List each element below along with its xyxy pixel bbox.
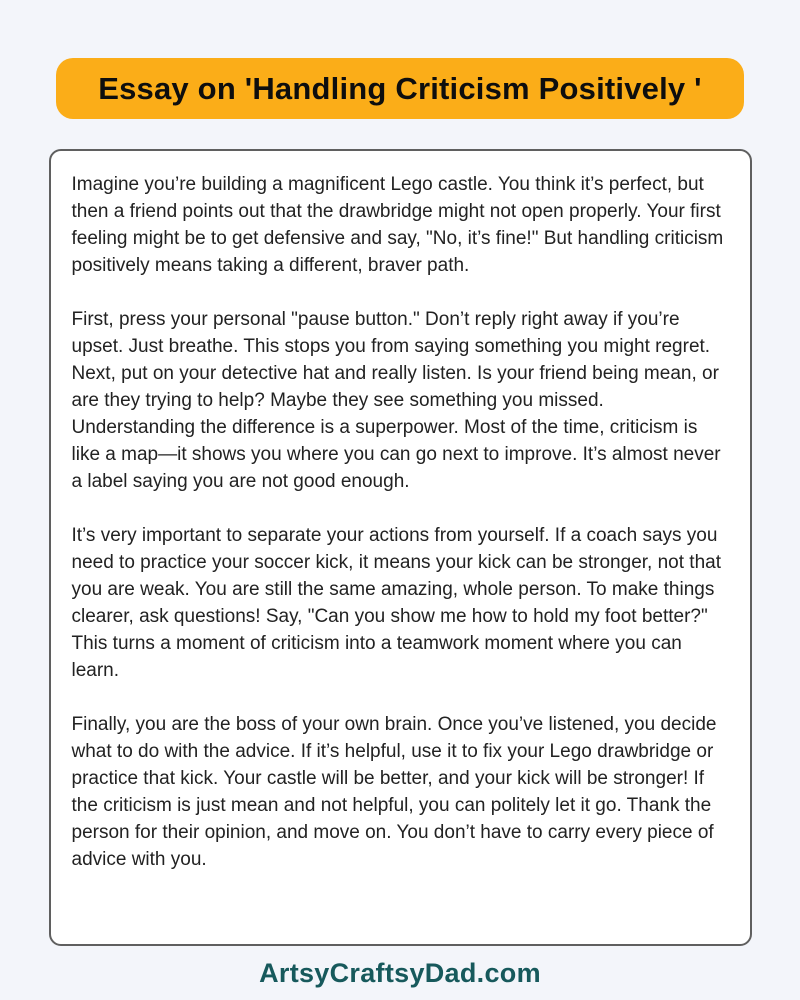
essay-paragraph: First, press your personal "pause button." Don’t reply right away if you’re upset. Just breathe. This stops you from saying something you might regret. Next, put on your detective hat and really listen. Is your friend being mean, or are they trying to help? Maybe they see something you missed. Understanding the difference is a superpower. Most of the time, criticism is like a map—it shows you where you can go next to improve. It’s almost never a label saying you are not good enough.: [71, 309, 721, 492]
essay-paragraph: It’s very important to separate your actions from yourself. If a coach says you need to practice your soccer kick, it means your kick can be stronger, not that you are weak. You are still the same amazing, whole person. To make things clearer, ask questions! Say, "Can you show me how to hold my foot better?" This turns a moment of criticism into a teamwork moment where you can learn.: [71, 525, 721, 681]
essay-paragraph: Finally, you are the boss of your own brain. Once you’ve listened, you decide what to do with the advice. If it’s helpful, use it to fix your Lego drawbridge or practice that kick. Your castle will be better, and your kick will be stronger! If the criticism is just mean and not helpful, you can politely let it go. Thank the person for their opinion, and move on. You don’t have to carry every piece of advice with you.: [71, 714, 717, 870]
footer: [0, 958, 800, 989]
title-banner: [56, 58, 744, 119]
essay-paragraph: Imagine you’re building a magnificent Lego castle. You think it’s perfect, but then a friend points out that the drawbridge might not open properly. Your first feeling might be to get defensive and say, "No, it’s fine!" But handling criticism positively means taking a different, braver path.: [71, 174, 724, 276]
site-name: ArtsyCraftsyDad.com: [259, 958, 541, 988]
essay-card: [49, 149, 752, 946]
page-title: Essay on 'Handling Criticism Positively ': [98, 70, 702, 106]
